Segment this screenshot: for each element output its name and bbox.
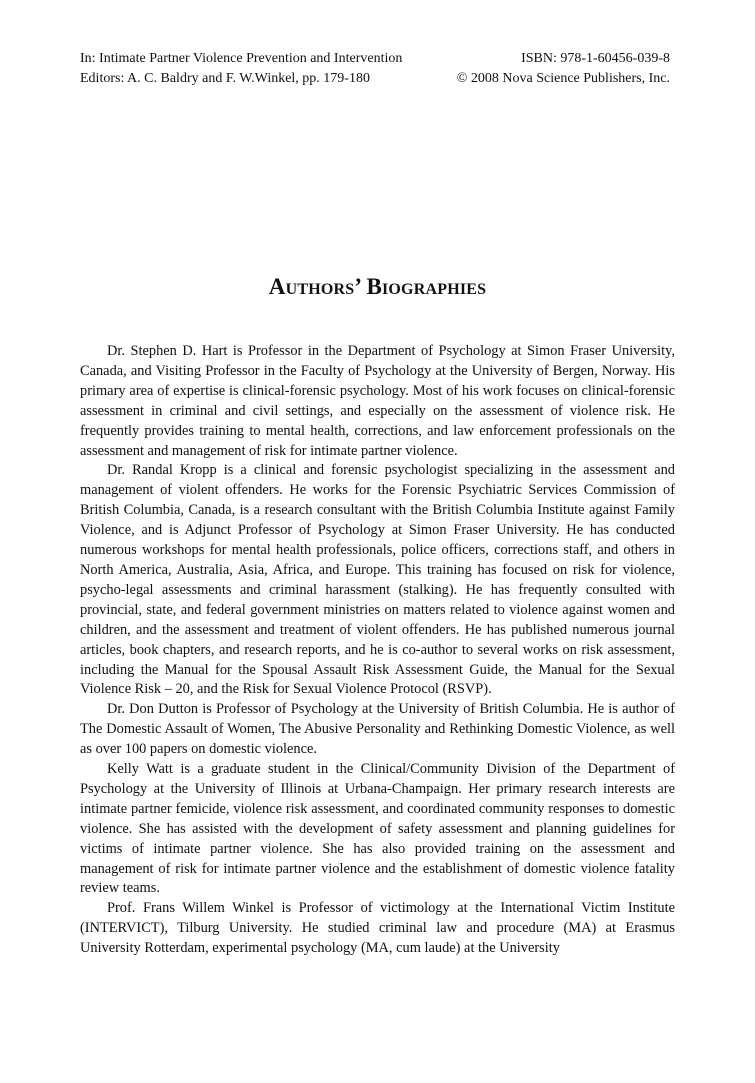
copyright: © 2008 Nova Science Publishers, Inc. bbox=[456, 70, 670, 86]
book-title-citation: In: Intimate Partner Violence Prevention and Intervention bbox=[80, 51, 403, 66]
header-row-2 bbox=[80, 69, 670, 89]
bio-paragraph-watt: Kelly Watt is a graduate student in the Clinical/Community Division of the Department of Psychology at the University of Illinois at Urbana-Champaign. Her primary research interests are intimate partner femicide, violence risk assessment, and coordinated community responses to domestic violence. She has assisted with the development of safety assessment and planning guidelines for victims of intimate partner violence. She has also provided training on the assessment and management of risk for intimate partner violence and the establishment of domestic violence fatality review teams. bbox=[80, 761, 675, 897]
page-title: Authors’ Biographies bbox=[268, 274, 487, 299]
editors-pages: Editors: A. C. Baldry and F. W.Winkel, pp. 179-180 bbox=[80, 70, 370, 86]
bio-paragraph-hart: Dr. Stephen D. Hart is Professor in the Department of Psychology at Simon Fraser University, Canada, and Visiting Professor in the Faculty of Psychology at the University of Bergen, Norway. His primary area of expertise is clinical-forensic psychology. Most of his work focuses on clinical-forensic assessment in criminal and civil settings, and especially on the assessment of violence risk. He frequently provides training to mental health, corrections, and law enforcement professionals on the assessment and management of risk for intimate partner violence. bbox=[80, 343, 675, 459]
bio-paragraph-kropp: Dr. Randal Kropp is a clinical and forensic psychologist specializing in the assessment and management of violent offenders. He works for the Forensic Psychiatric Services Commission of British Columbia, Canada, is a research consultant with the British Columbia Institute against Family Violence, and is Adjunct Professor of Psychology at Simon Fraser University. He has conducted numerous workshops for mental health professionals, police officers, corrections staff, and others in North America, Australia, Asia, Africa, and Europe. This training has focused on risk for violence, psycho-legal assessments and criminal harassment (stalking). He has frequently consulted with provincial, state, and federal government ministries on matters related to violence against women and children, and the assessment and treatment of violent offenders. He has published numerous journal articles, book chapters, and research reports, and he is co-author to several works on risk assessment, including the Manual for the Spousal Assault Risk Assessment Guide, the Manual for the Sexual Violence Risk – 20, and the Risk for Sexual Violence Protocol (RSVP). bbox=[80, 462, 675, 698]
isbn: ISBN: 978-1-60456-039-8 bbox=[521, 51, 670, 66]
page-header bbox=[80, 49, 670, 88]
bio-paragraph-winkel: Prof. Frans Willem Winkel is Professor of victimology at the International Victim Institute (INTERVICT), Tilburg University. He studied criminal law and procedure (MA) at Erasmus University Rotterdam, experimental psychology (MA, cum laude) at the University bbox=[80, 900, 675, 957]
biographies-body bbox=[80, 342, 675, 959]
header-row-1 bbox=[80, 49, 670, 69]
bio-paragraph-dutton: Dr. Don Dutton is Professor of Psychology at the University of British Columbia. He is author of The Domestic Assault of Women, The Abusive Personality and Rethinking Domestic Violence, as well as over 100 papers on domestic violence. bbox=[80, 701, 675, 758]
